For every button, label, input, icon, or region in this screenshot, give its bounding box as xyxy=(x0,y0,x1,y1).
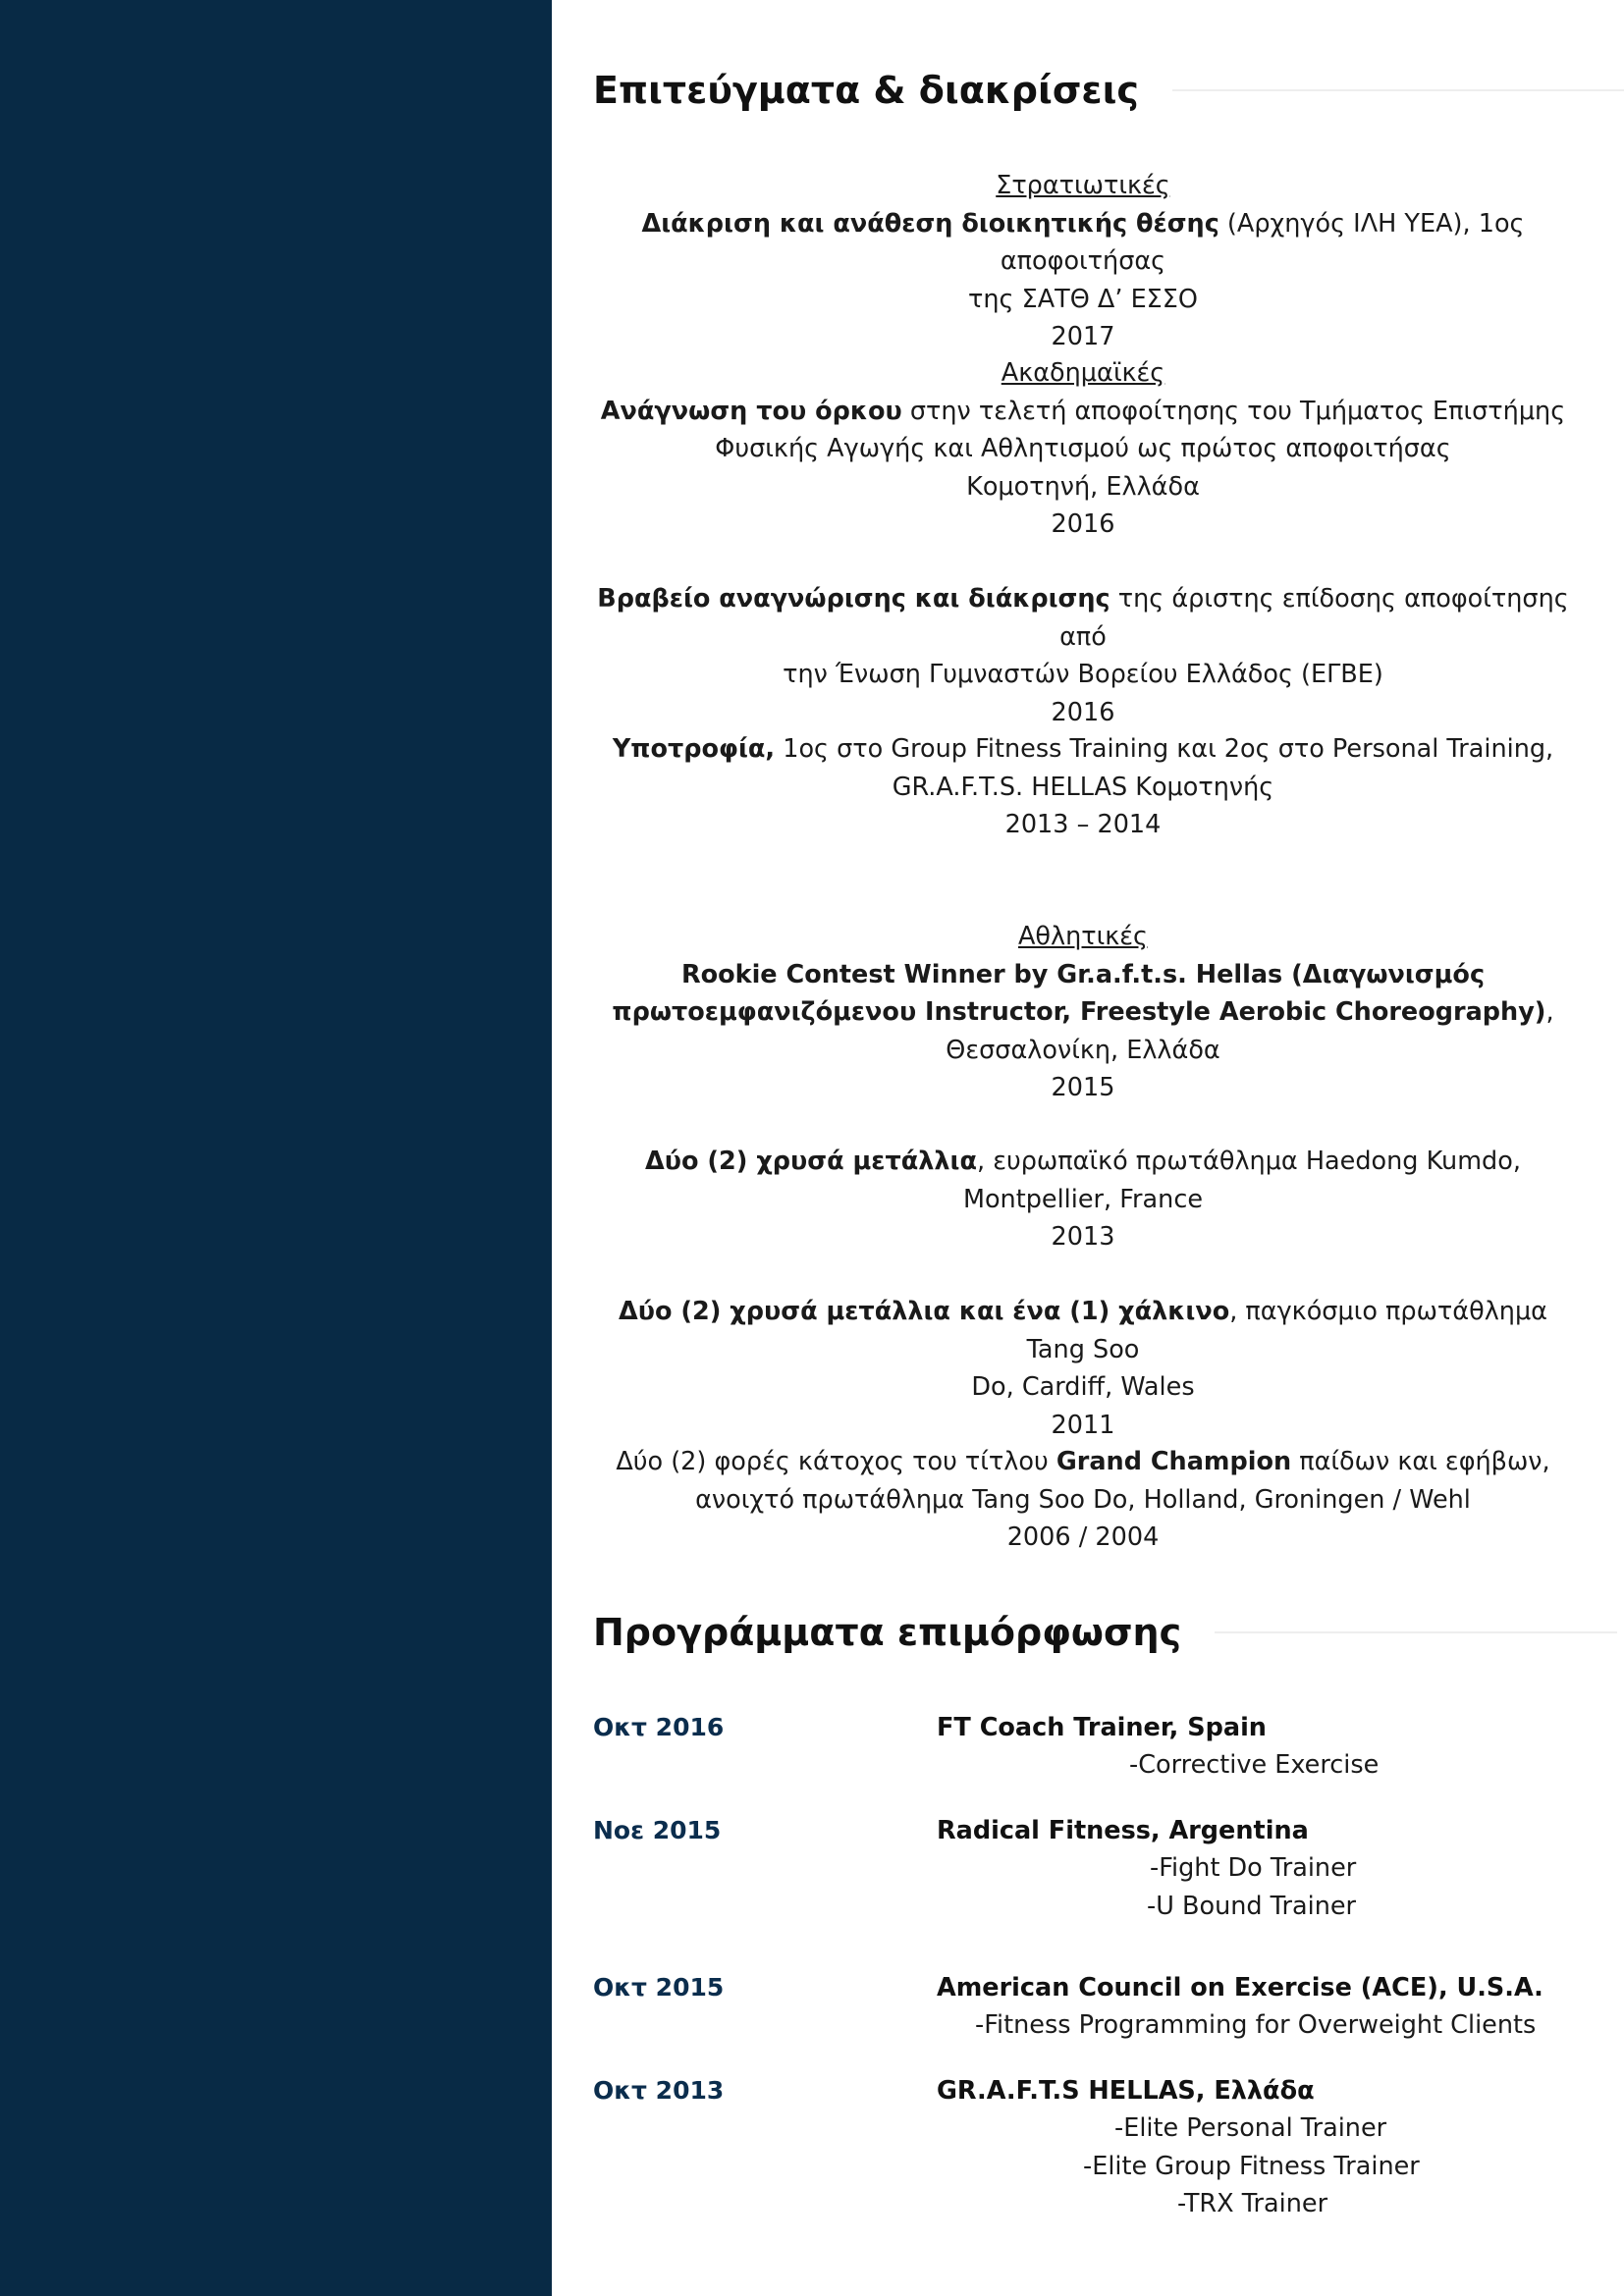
achievements-heading xyxy=(593,69,1624,112)
award-detail: της άριστης επίδοσης αποφοίτησης από xyxy=(1059,584,1569,652)
champion-place: ανοιχτό πρωτάθλημα Tang Soo Do, Holland, Groningen / Wehl xyxy=(695,1484,1471,1515)
military-award-school: της ΣΑΤΘ Δ’ ΕΣΣΟ xyxy=(968,284,1198,314)
program-date: Οκτ 2013 xyxy=(593,2076,725,2105)
category-military: Στρατιωτικές xyxy=(996,171,1170,200)
program-course: -Elite Personal Trainer xyxy=(1114,2113,1387,2143)
scholarship-detail: 1ος στο Group Fitness Training και 2ος στο Personal Training, xyxy=(775,734,1554,764)
grand-champion-entry xyxy=(593,1443,1573,1557)
oath-year: 2016 xyxy=(1051,509,1115,539)
programs-title: Προγράμματα επιμόρφωσης xyxy=(593,1611,1182,1654)
category-academic: Ακαδημαϊκές xyxy=(1001,358,1165,388)
oath-detail-line2: Φυσικής Αγωγής και Αθλητισμού ως πρώτος αποφοιτήσας xyxy=(715,434,1451,463)
tangsoodo-place: Do, Cardiff, Wales xyxy=(971,1372,1195,1402)
program-course: -Fitness Programming for Overweight Clients xyxy=(975,2010,1537,2040)
military-award-detail: (Αρχηγός ΙΛΗ ΥΕΑ), xyxy=(1218,208,1471,239)
scholarship-year: 2013 – 2014 xyxy=(1004,810,1162,839)
oath-detail: στην τελετή αποφοίτησης του Τμήματος Επιστήμης xyxy=(901,396,1566,426)
champion-detail: παίδων και εφήβων, xyxy=(1291,1447,1550,1476)
award-entry xyxy=(593,580,1573,731)
kumdo-year: 2013 xyxy=(1051,1222,1115,1252)
scholarship-org: GR.A.F.T.S. HELLAS Κομοτηνής xyxy=(892,772,1274,802)
rookie-place: Θεσσαλονίκη, Ελλάδα xyxy=(946,1035,1220,1065)
program-date: Νοε 2015 xyxy=(593,1816,722,1844)
award-title: Βραβείο αναγνώρισης και διάκρισης xyxy=(597,584,1110,614)
program-course: -U Bound Trainer xyxy=(1147,1892,1357,1921)
achievements-title: Επιτεύγματα & διακρίσεις xyxy=(593,69,1139,112)
kumdo-place: Montpellier, France xyxy=(962,1184,1204,1214)
program-course: -Corrective Exercise xyxy=(1129,1750,1380,1780)
program-date: Οκτ 2016 xyxy=(593,1713,725,1741)
award-detail-line2: την Ένωση Γυμναστών Βορείου Ελλάδος (ΕΓΒΕ) xyxy=(783,660,1383,689)
champion-years: 2006 / 2004 xyxy=(1006,1522,1160,1552)
oath-place: Κομοτηνή, Ελλάδα xyxy=(966,471,1200,502)
rookie-title-line2: πρωτοεμφανιζόμενου Instructor, Freestyle Aerobic Choreography) xyxy=(612,997,1546,1027)
tangsoodo-entry xyxy=(593,1293,1573,1444)
rookie-comma: , xyxy=(1545,997,1554,1027)
scholarship-title: Υποτροφία, xyxy=(612,734,776,764)
tangsoodo-year: 2011 xyxy=(1051,1410,1115,1440)
champion-title: Grand Champion xyxy=(1056,1447,1292,1476)
military-achievements xyxy=(593,167,1573,356)
athletic-achievements xyxy=(593,918,1573,1107)
heading-divider xyxy=(1172,89,1624,91)
champion-prefix: Δύο (2) φορές κάτοχος του τίτλου xyxy=(616,1447,1056,1476)
scholarship-entry xyxy=(593,730,1573,844)
rookie-year: 2015 xyxy=(1051,1073,1115,1102)
kumdo-title: Δύο (2) χρυσά μετάλλια xyxy=(645,1147,977,1176)
rookie-title: Rookie Contest Winner by Gr.a.f.t.s. Hellas (Διαγωνισμός xyxy=(680,959,1486,989)
award-year: 2016 xyxy=(1051,697,1115,727)
program-date: Οκτ 2015 xyxy=(593,1973,725,2002)
program-org: American Council on Exercise (ACE), U.S.A. xyxy=(937,1973,1543,2002)
sidebar-panel xyxy=(0,0,552,2296)
programs-heading xyxy=(593,1611,1617,1654)
kumdo-entry xyxy=(593,1143,1573,1256)
program-org: Radical Fitness, Argentina xyxy=(937,1816,1309,1845)
tangsoodo-detail: , παγκόσμιο πρωτάθλημα Tang Soo xyxy=(1026,1297,1547,1364)
program-org: GR.A.F.T.S HELLAS, Ελλάδα xyxy=(937,2076,1315,2106)
program-org: FT Coach Trainer, Spain xyxy=(937,1713,1267,1742)
heading-divider xyxy=(1215,1631,1617,1633)
tangsoodo-title: Δύο (2) χρυσά μετάλλια και ένα (1) χάλκινο xyxy=(619,1297,1230,1326)
category-athletic: Αθλητικές xyxy=(1017,922,1149,951)
program-course: -Elite Group Fitness Trainer xyxy=(1083,2152,1420,2181)
program-course: -Fight Do Trainer xyxy=(1150,1853,1357,1883)
military-award-year: 2017 xyxy=(1051,322,1115,351)
oath-title: Ανάγνωση του όρκου xyxy=(600,396,902,426)
military-award-rank: 1ος αποφοιτήσας xyxy=(1000,208,1525,276)
kumdo-detail: , ευρωπαϊκό πρωτάθλημα Haedong Kumdo, xyxy=(976,1147,1521,1176)
program-course: -TRX Trainer xyxy=(1177,2189,1328,2218)
academic-achievements xyxy=(593,354,1573,544)
military-award-title: Διάκριση και ανάθεση διοικητικής θέσης xyxy=(641,208,1219,239)
